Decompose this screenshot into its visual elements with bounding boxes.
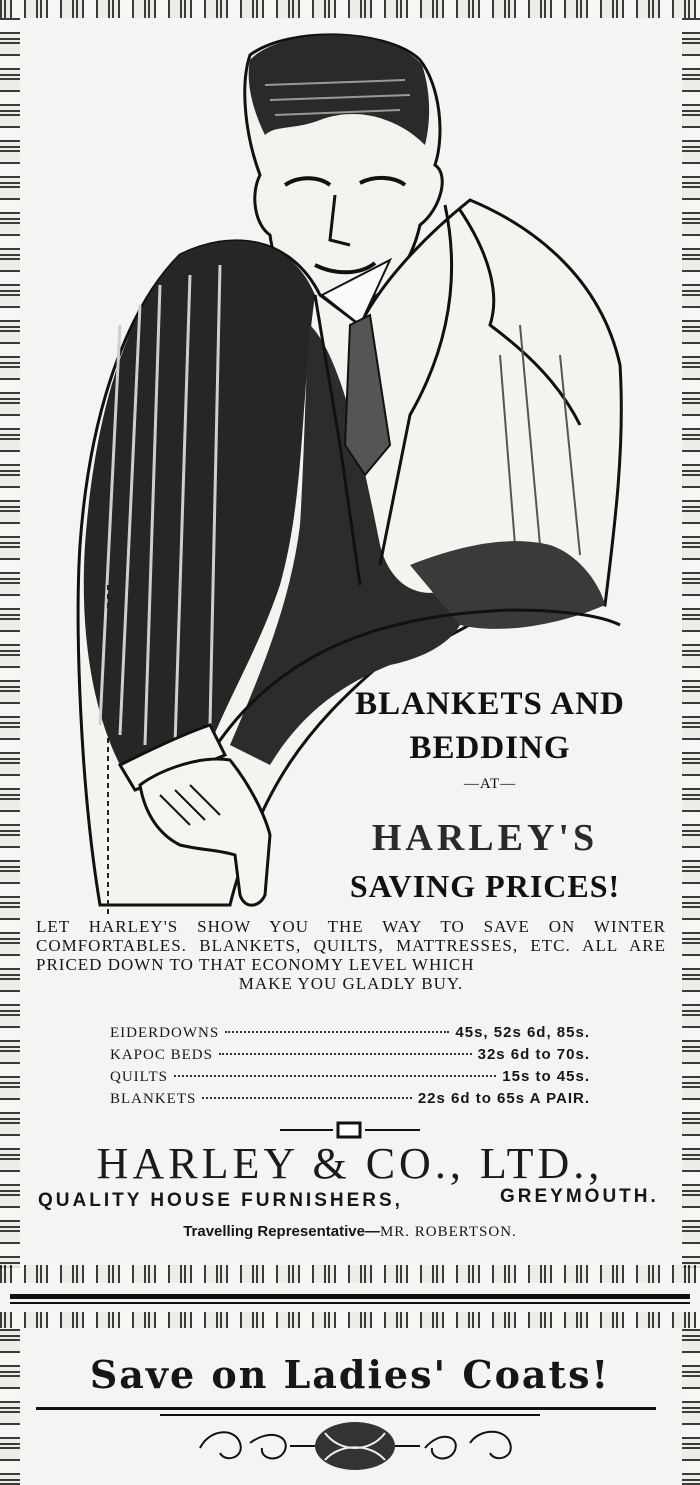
price-row <box>110 1068 590 1086</box>
headline-harleys: HARLEY'S <box>371 817 599 859</box>
rep-name: MR. ROBERTSON. <box>379 1224 517 1240</box>
price-row <box>110 1024 590 1042</box>
left-border <box>0 18 20 1268</box>
intro-paragraph <box>36 917 666 993</box>
rep-label: Travelling Representative— <box>183 1223 380 1240</box>
company-tagline: QUALITY HOUSE FURNISHERS, <box>38 1190 403 1211</box>
top-border <box>0 0 700 18</box>
small-divider-ornament <box>275 1120 425 1140</box>
intro-body: LET HARLEY'S SHOW YOU THE WAY TO SAVE ON WINTER COMFORTABLES. BLANKETS, QUILTS, MATTRESSES, ETC. ALL ARE PRICED DOWN TO THAT ECONOMY LEVEL WHICH <box>36 917 666 974</box>
price-value: 32s 6d to 70s. <box>477 1046 590 1063</box>
price-item-name: KAPOC BEDS <box>110 1047 213 1063</box>
intro-last-line: MAKE YOU GLADLY BUY. <box>238 974 464 993</box>
page-rule-thin <box>10 1302 690 1304</box>
leader-dots <box>202 1097 411 1099</box>
price-item-name: QUILTS <box>110 1069 168 1085</box>
coats-headline: Save on Ladies' Coats! <box>89 1352 611 1397</box>
top-border <box>0 1312 700 1328</box>
leader-dots <box>174 1075 496 1077</box>
price-item-name: EIDERDOWNS <box>110 1025 220 1041</box>
price-row <box>110 1046 590 1064</box>
price-item-name: BLANKETS <box>110 1091 197 1107</box>
page-rule <box>10 1294 690 1299</box>
leader-dots <box>219 1053 472 1055</box>
headline-bedding: BEDDING <box>409 730 571 766</box>
decorative-flourish <box>190 1418 520 1474</box>
price-value: 15s to 45s. <box>502 1068 590 1085</box>
headline-at: —AT— <box>463 776 517 792</box>
bottom-border <box>0 1265 700 1283</box>
headline-blankets: BLANKETS AND <box>355 686 625 722</box>
coats-advertisement <box>0 1312 700 1485</box>
leader-dots <box>225 1031 449 1033</box>
coats-rule-thin <box>160 1414 540 1416</box>
company-town: GREYMOUTH. <box>500 1186 659 1207</box>
company-name: HARLEY & CO., LTD., <box>96 1139 604 1188</box>
right-border <box>682 18 700 1268</box>
headline-saving-prices: SAVING PRICES! <box>349 868 621 904</box>
price-row <box>110 1090 590 1108</box>
price-value: 45s, 52s 6d, 85s. <box>455 1024 590 1041</box>
price-value: 22s 6d to 65s A PAIR. <box>417 1090 590 1107</box>
coats-rule <box>36 1407 656 1410</box>
travelling-representative <box>0 1222 700 1241</box>
